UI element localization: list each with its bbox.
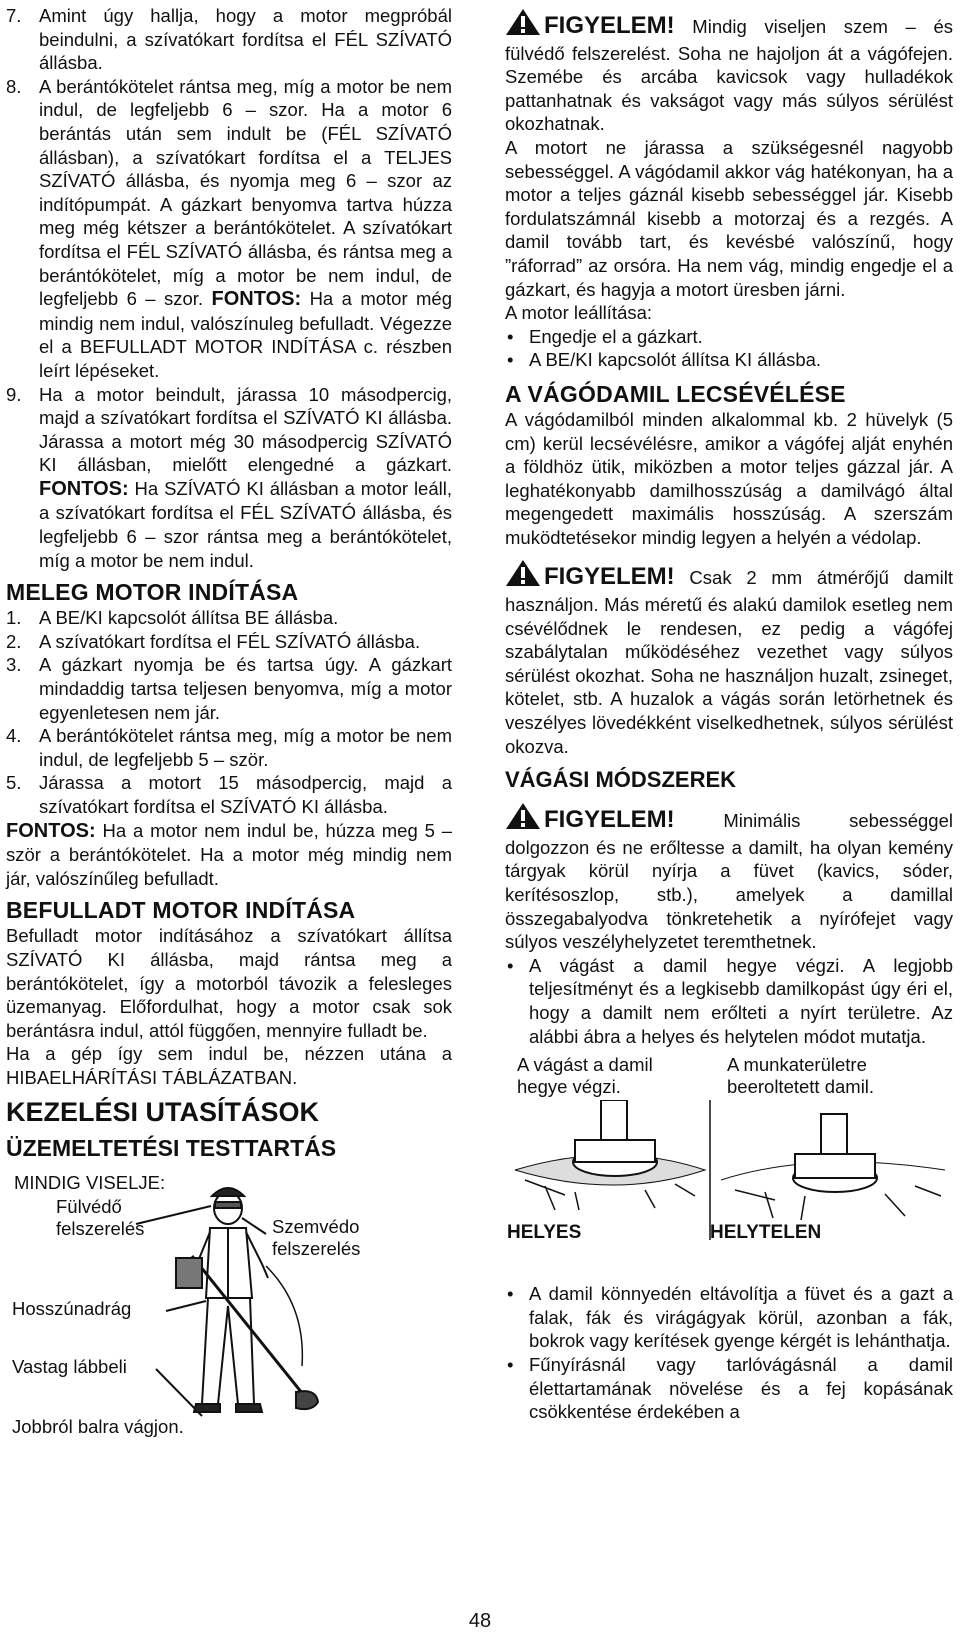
list-item: • A vágást a damil hegye végzi. A legjobb teljesítményt és a legkisebb damilkopást úgy éri el, hogy a damilt nem erőlteti a nyírt területre. Az alábbi ábra a helyes és helytelen módot mutatja. bbox=[507, 954, 953, 1047]
list-item: • A damil könnyedén eltávolítja a füvet és a gazt a falak, fák és virágágyak körül, azonban a fák, bokrok vagy kerítések gyenge kérgét is lehánthatja. bbox=[507, 1283, 953, 1352]
warning-block: FIGYELEM! Minimális sebességgel dolgozzon és ne erőltesse a damilt, ha olyan kemény tárgyak körül nyírja a füvet (kavics, sóder, kerítésoszlop, stb.), amelyek a damillal összegabalyodva tönkretehetik a nyírófejet vagy súlyos veszélyhelyzetet teremthetnek. bbox=[505, 802, 953, 954]
important-label: FONTOS: bbox=[39, 477, 129, 500]
warm-start-steps bbox=[6, 606, 452, 818]
flooded-engine-heading: BEFULLADT MOTOR INDÍTÁSA bbox=[6, 897, 356, 924]
list-item: • A BE/KI kapcsolót állítsa KI állásba. bbox=[507, 349, 822, 371]
list-item: 5. Járassa a motort 15 másodpercig, majd a szívatókart fordítsa el SZÍVATÓ KI állásba. bbox=[6, 772, 452, 817]
line-advance-heading: A VÁGÓDAMIL LECSÉVÉLÉSE bbox=[505, 380, 846, 407]
list-item: 7. Amint úgy hallja, hogy a motor megpróbál beindulni, a szívatókart fordítsa el FÉL SZÍVATÓ állásba. bbox=[6, 5, 452, 74]
line-advance-text: A vágódamilból minden alkalommal kb. 2 hüvelyk (5 cm) kerül lecsévélésre, amikor a vágófej alját enyhén a földhöz ütik, miközben a motor teljes gázzal jár. A leghatékonyabb damilhosszúság a damilvágó által megengedett maximális hosszúság. A szerszám muködtetésekor mindig legyen a helyén a védolap. bbox=[505, 408, 953, 548]
list-item: 2. A szívatókart fordítsa el FÉL SZÍVATÓ állásba. bbox=[6, 630, 421, 652]
stop-engine-list bbox=[505, 325, 953, 372]
list-item: • Engedje el a gázkart. bbox=[507, 325, 703, 347]
cutting-methods-heading: VÁGÁSI MÓDSZEREK bbox=[505, 767, 737, 793]
hearing-protection-label: Fülvédő felszerelés bbox=[56, 1195, 145, 1239]
warning-label: FIGYELEM! bbox=[544, 12, 675, 39]
heavy-shoes-label: Vastag lábbeli bbox=[12, 1355, 127, 1377]
cutting-figure bbox=[505, 1054, 953, 1254]
operating-instructions-heading: KEZELÉSI UTASÍTÁSOK bbox=[6, 1096, 320, 1127]
flooded-engine-text: Befulladt motor indításához a szívatókart állítsa SZÍVATÓ KI állásba, majd rántsa meg a berántókötelet, így a motorból távozik a felesleges üzemanyag. Előfordulhat, hogy a motor csak sok berántásra indul, attól függően, mennyire fulladt be. bbox=[6, 925, 452, 1041]
long-trousers-label: Hosszúnadrág bbox=[12, 1297, 132, 1319]
warm-start-heading: MELEG MOTOR INDÍTÁSA bbox=[6, 579, 299, 606]
left-column bbox=[6, 4, 452, 1456]
important-label: FONTOS: bbox=[211, 288, 302, 311]
operator-illustration bbox=[6, 1166, 452, 1456]
right-column bbox=[505, 4, 953, 1424]
list-item: 4. A berántókötelet rántsa meg, míg a motor be nem indul, de legfeljebb 5 – ször. bbox=[6, 725, 452, 770]
stop-engine-title: A motor leállítása: bbox=[505, 302, 653, 324]
warning-triangle-icon bbox=[505, 802, 541, 836]
list-item: 8. A berántókötelet rántsa meg, míg a motor be nem indul, de legfeljebb 6 – szor. Ha a motor 6 berántás után sem indult be (FÉL SZÍVATÓ állásban), a szívatókart fordítsa el a TELJES SZÍVATÓ állásba, és nyomja meg 6 – szor az indítópumpát. A gázkart benyomva tartva húzza meg még kétszer a berántókötelet. A szívatókart fordítsa el FÉL SZÍVATÓ állásba, és rántsa meg a berántókötelet, míg a motor be nem indul, de legfeljebb 6 – szor. FONTOS: Ha a motor még mindig nem indul, valószínuleg befulladt. Végezze el a BEFULLADT MOTOR INDÍTÁSA c. részben leírt lépéseket. bbox=[6, 75, 453, 381]
warning-triangle-icon bbox=[505, 559, 541, 593]
list-item: 9. Ha a motor beindult, járassa 10 másodpercig, majd a szívatókart fordítsa el SZÍVATÓ KI állásba. Járassa a motort még 30 másodpercig SZÍVATÓ KI állásban, mielőtt elengedné a gázkart. FONTOS: Ha SZÍVATÓ KI állásban a motor leáll, a szívatókart fordítsa el FÉL SZÍVATÓ állásba, és legfeljebb 6 – szor rántsa meg a berántókötelet, míg a motor be nem indul. bbox=[6, 383, 452, 571]
always-wear-label: MINDIG VISELJE: bbox=[14, 1171, 166, 1193]
list-item: • Fűnyírásnál vagy tarlóvágásnál a damil élettartamának növelése és a fej kopásának csökkentése érdekében a bbox=[507, 1353, 953, 1423]
operator-figure bbox=[6, 1166, 452, 1456]
starting-steps-continued bbox=[6, 4, 452, 572]
cutting-tips-list-2 bbox=[505, 1282, 953, 1424]
warning-block: FIGYELEM! Csak 2 mm átmérőjű damilt használjon. Más méretű és alakú damilok esetleg nem csévélődnek le rendesen, ez pedig a vágófej szabálytalan működéséhez vezethet vagy súlyos sérülést okozhat. Soha ne használjon huzalt, zsineget, kötelet, stb. A huzalok a vágás során letörhetnek és veszélyes lövedékként viselkedhetnek, súlyos sérülést okozva. bbox=[505, 559, 953, 758]
warning-label: FIGYELEM! bbox=[544, 806, 675, 834]
list-item: 3. A gázkart nyomja be és tartsa úgy. A gázkart mindaddig tartsa teljesen benyomva, míg a motor egyenletesen nem jár. bbox=[6, 654, 452, 723]
wrong-caption: A munkaterületre beeroltetett damil. bbox=[727, 1054, 875, 1098]
warning-triangle-icon bbox=[505, 8, 541, 42]
list-item: 1. A BE/KI kapcsolót állítsa BE állásba. bbox=[6, 607, 339, 629]
eye-protection-label: Szemvédo felszerelés bbox=[272, 1215, 361, 1259]
correct-caption: A vágást a damil hegye végzi. bbox=[517, 1054, 653, 1098]
warning-block: FIGYELEM! Mindig viseljen szem – és fülvédő felszerelést. Soha ne hajoljon át a vágófejen. Szemébe és arcába kavicsok vagy hulladékok pattanhatnak és vakságot vagy más súlyos sérülést okozhatnak. bbox=[505, 8, 953, 136]
wrong-label: HELYTELEN bbox=[710, 1222, 822, 1244]
warm-start-note: FONTOS: Ha a motor nem indul be, húzza meg 5 – ször a berántókötelet. Ha a motor még mindig nem jár, valószínűleg befulladt. bbox=[6, 819, 452, 889]
flooded-engine-text-2: Ha a gép így sem indul be, nézzen utána a HIBAELHÁRÍTÁSI TÁBLÁZATBAN. bbox=[6, 1043, 452, 1088]
operating-position-heading: ÜZEMELTETÉSI TESTTARTÁS bbox=[6, 1134, 337, 1161]
page-number: 48 bbox=[468, 1610, 492, 1632]
speed-paragraph: A motort ne járassa a szükségesnél nagyobb sebességgel. A vágódamil akkor vág hatékonyan, ha a motor a teljes gáznál kisebb sebességgel jár. Kisebb fordulatszámnál kisebb a motorzaj és a rezgés. A damil tovább tart, és kevésbé valószínű, hogy ”ráforrad” az orsóra. Ha nem vág, mindig engedje el a gázkart, és hagyja a motort üresben járni. bbox=[505, 136, 953, 300]
cut-direction-label: Jobbról balra vágjon. bbox=[12, 1415, 184, 1437]
correct-label: HELYES bbox=[507, 1222, 582, 1244]
cutting-tips-list bbox=[505, 954, 953, 1048]
warning-label: FIGYELEM! bbox=[544, 563, 675, 591]
